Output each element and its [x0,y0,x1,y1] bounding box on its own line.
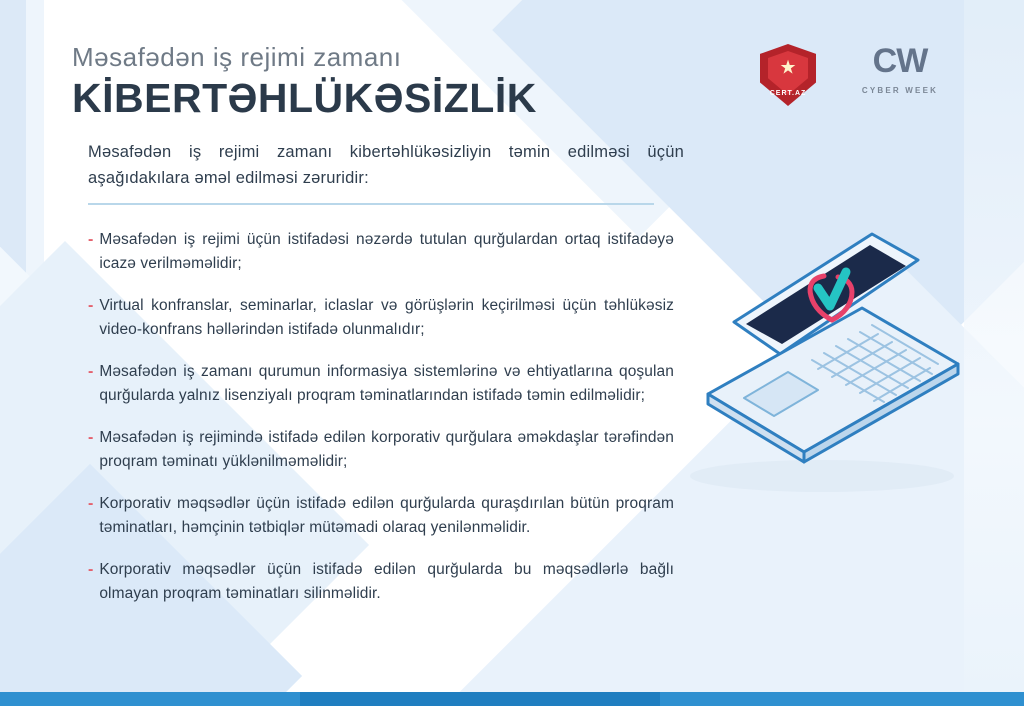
subtitle: Məsafədən iş rejimi zamanı [72,42,402,72]
right-band [964,0,1024,706]
list-item [88,360,674,407]
list-item-text: Korporativ məqsədlər üçün istifadə edilən qurğularda bu məqsədlərlə bağlı olmayan proqram təminatları silinməlidir. [99,561,674,603]
lead-divider [88,203,654,205]
list-item-text: Məsafədən iş rejimi üçün istifadəsi nəzərdə tutulan qurğulardan ortaq istifadəyə icazə verilməməlidir; [99,231,674,272]
footer-segment-left [0,692,300,706]
list-bullet: - [88,363,94,381]
list-item-text: Məsafədən iş rejimində istifadə edilən korporativ qurğulara əməkdaşlar tərəfindən proqram təminatı yüklənilməməlidir; [99,429,674,470]
recommendation-list [88,228,674,625]
laptop-shadow [690,460,954,492]
list-bullet: - [88,495,94,513]
star-icon: ★ [779,57,797,79]
list-item [88,426,674,473]
list-item [88,492,674,539]
cyber-week-logo [854,44,946,95]
list-bullet: - [88,297,94,315]
lead-section [88,140,684,205]
cert-logo-label: CERT.AZ [769,90,807,97]
list-bullet: - [88,429,94,447]
lead-paragraph: Məsafədən iş rejimi zamanı kibertəhlükəsizliyin təmin edilməsi üçün aşağıdakılara əməl edilməsi zəruridir: [88,143,684,187]
logo-group [760,44,946,106]
cert-az-logo [760,44,816,106]
cyber-week-label: CYBER WEEK [861,86,939,95]
footer-segment-right [660,692,1024,706]
list-item [88,294,674,341]
list-item [88,558,674,605]
laptop-svg [672,214,972,504]
page-header [72,42,537,120]
footer-bar [0,692,1024,706]
list-item [88,228,674,275]
list-bullet: - [88,231,94,248]
list-bullet: - [88,561,94,579]
list-item-text: Korporativ məqsədlər üçün istifadə edilən qurğularda quraşdırılan bütün proqram təminatları, həmçinin tətbiqlər mütəmadi olaraq yenilənməlidir. [99,495,674,536]
laptop-illustration [672,214,972,504]
cyber-week-mark: CW [872,42,928,80]
page-title: KİBERTƏHLÜKƏSİZLİK [72,75,537,122]
list-item-text: Məsafədən iş zamanı qurumun informasiya sistemlərinə və ehtiyatlarına qoşulan qurğularda yalnız lisenziyalı proqram təminatlarından istifadə təmin edilməlidir; [99,363,674,404]
footer-segment-middle [300,692,660,706]
list-item-text: Virtual konfranslar, seminarlar, iclaslar və görüşlərin keçirilməsi üçün təhlükəsiz video-konfrans həllərindən istifadə olunmalıdır; [99,297,674,338]
